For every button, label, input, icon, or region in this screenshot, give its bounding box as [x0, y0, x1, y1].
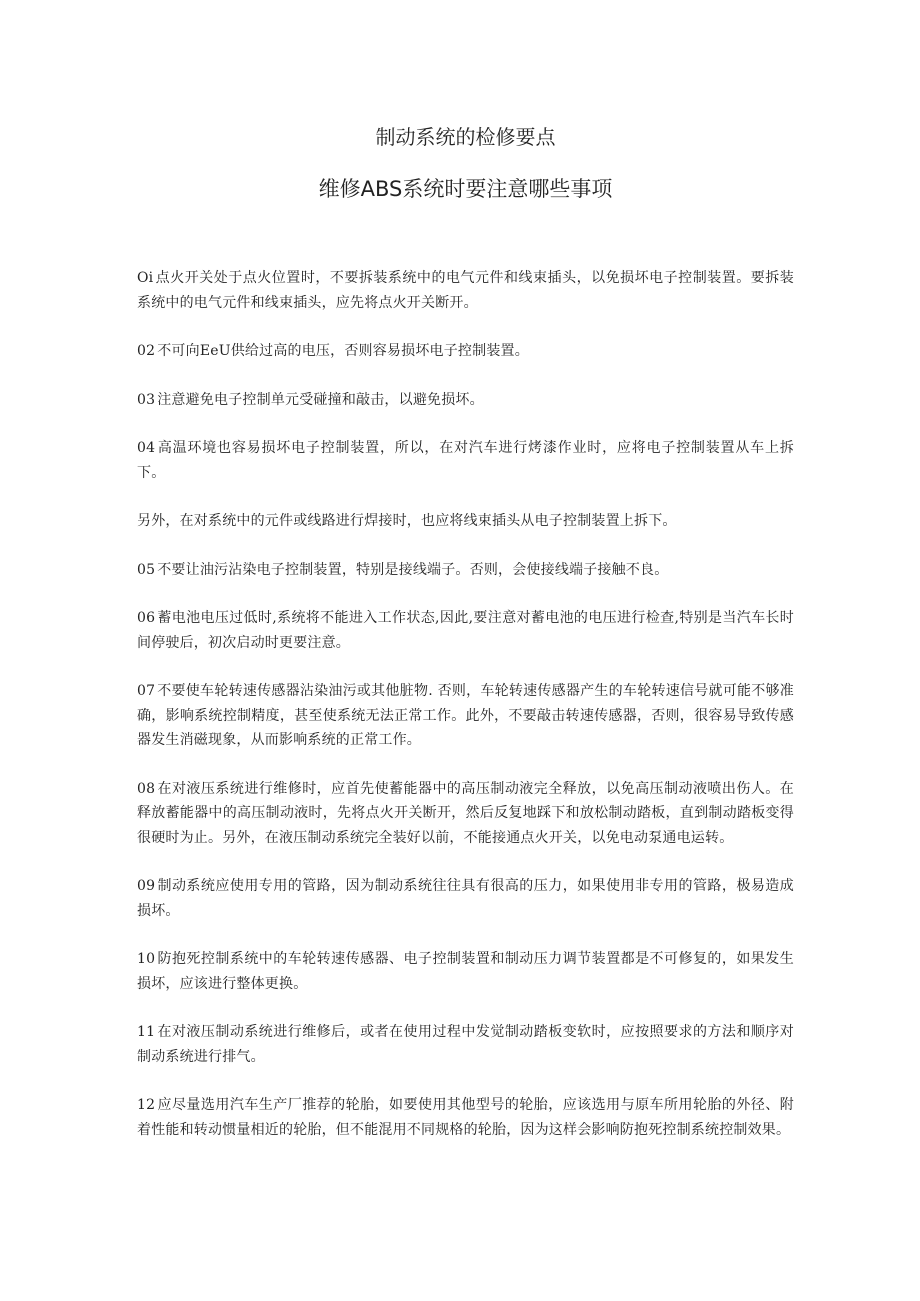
paragraph-text: 另外，在对系统中的元件或线路进行焊接时，也应将线束插头从电子控制装置上拆下。 — [137, 513, 677, 529]
paragraph-07 — [137, 679, 794, 753]
paragraph-number: Oi — [137, 270, 154, 286]
paragraph-number: 06 — [137, 610, 156, 626]
paragraph-text: 注意避免电子控制单元受碰撞和敲击，以避免损坏。 — [157, 391, 484, 408]
paragraph-09 — [137, 874, 794, 923]
paragraph-06 — [137, 606, 794, 655]
paragraph-number: 02 — [137, 343, 156, 359]
paragraph-number: 12 — [137, 1097, 156, 1113]
paragraph-number: 10 — [137, 951, 156, 967]
paragraph-text: 在对液压系统进行维修时，应首先使蓄能器中的高压制动液完全释放，以免高压制动液喷出伤人。在释放蓄能器中的高压制动液时，先将点火开关断开，然后反复地踩下和放松制动踏板，直到制动踏板变得很硬时为止。另外，在液压制动系统完全装好以前，不能接通点火开关，以免电动泵通电运转。 — [137, 780, 794, 846]
paragraph-number: 09 — [137, 878, 156, 894]
paragraph-text: 制动系统应使用专用的管路，因为制动系统往往具有很高的压力，如果使用非专用的管路，极易造成损坏。 — [137, 878, 794, 919]
paragraph-number: 07 — [137, 683, 156, 699]
paragraph-text: 不要使车轮转速传感器沾染油污或其他脏物. 否则，车轮转速传感器产生的车轮转速信号就可能不够准确，影响系统控制精度，甚至使系统无法正常工作。此外，不要敲击转速传感器，否则，很容易导致传感器发生消磁现象，从而影响系统的正常工作。 — [137, 683, 794, 748]
paragraph-number: 11 — [137, 1024, 156, 1040]
paragraph-text: 不要让油污沾染电子控制装置，特别是接线端子。否则，会使接线端子接触不良。 — [157, 561, 669, 578]
paragraph-text: 防抱死控制系统中的车轮转速传感器、电子控制装置和制动压力调节装置都是不可修复的，如果发生损坏，应该进行整体更换。 — [137, 951, 794, 992]
paragraph-number: 04 — [137, 440, 156, 456]
paragraph-11 — [137, 1020, 794, 1069]
paragraph-03 — [137, 388, 794, 413]
paragraph-text: 应尽量选用汽车生产厂推荐的轮胎，如要使用其他型号的轮胎，应该选用与原车所用轮胎的外径、附着性能和转动惯量相近的轮胎，但不能混用不同规格的轮胎，因为这样会影响防抱死控制系统控制效果。 — [137, 1097, 794, 1138]
paragraph-01 — [137, 266, 794, 315]
paragraph-04-continued — [137, 509, 794, 534]
paragraph-04 — [137, 436, 794, 485]
document-title: 制动系统的检修要点 — [375, 125, 556, 149]
paragraph-text: 蓄电池电压过低时,系统将不能进入工作状态,因此,要注意对蓄电池的电压进行检查,特别是当汽车长时间停驶后，初次启动时更要注意。 — [137, 610, 794, 651]
paragraph-08 — [137, 777, 794, 851]
paragraph-10 — [137, 947, 794, 996]
paragraph-text: 高温环境也容易损坏电子控制装置，所以，在对汽车进行烤漆作业时，应将电子控制装置从车上拆下。 — [137, 440, 794, 481]
paragraph-12 — [137, 1093, 794, 1142]
paragraph-number: 05 — [137, 561, 156, 578]
paragraph-text: 点火开关处于点火位置时，不要拆装系统中的电气元件和线束插头，以免损坏电子控制装置。要拆装系统中的电气元件和线束插头，应先将点火开关断开。 — [137, 270, 794, 311]
paragraph-text: 不可向EeU供给过高的电压，否则容易损坏电子控制装置。 — [157, 343, 529, 359]
document-body — [137, 266, 794, 1142]
paragraph-text: 在对液压制动系统进行维修后，或者在使用过程中发觉制动踏板变软时，应按照要求的方法和顺序对制动系统进行排气。 — [137, 1024, 794, 1065]
paragraph-02 — [137, 339, 794, 364]
document-subtitle: 维修ABS系统时要注意哪些事项 — [318, 177, 613, 201]
paragraph-05 — [137, 558, 794, 583]
paragraph-number: 08 — [137, 780, 156, 797]
paragraph-number: 03 — [137, 391, 156, 408]
